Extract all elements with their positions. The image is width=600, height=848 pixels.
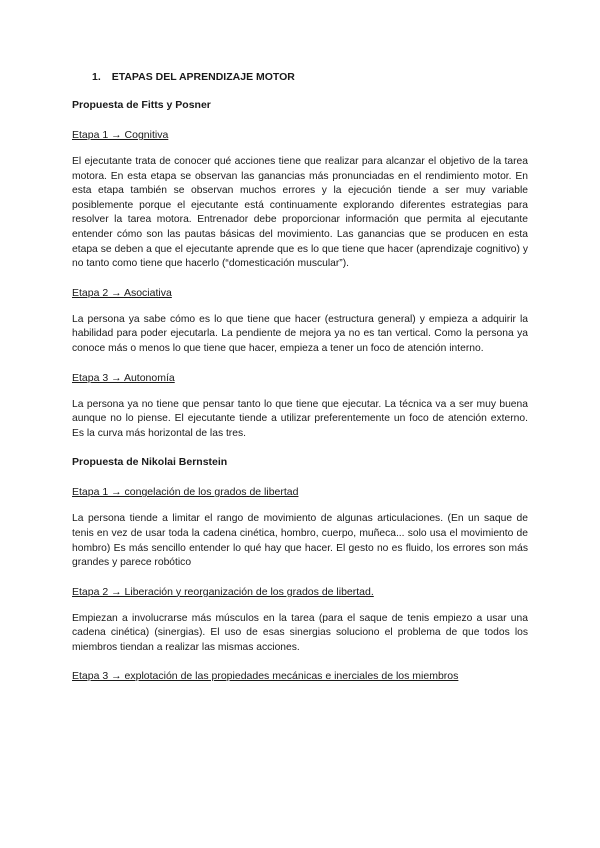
bernstein-stage-1-text: La persona tiende a limitar el rango de movimiento de algunas articulaciones. (En un saque de tenis en vez de usar toda la cadena cinética, hombro, cuerpo, muñeca... solo usa el movimiento de hombro) Es más sencillo entender lo qué hay que hacer. El gesto no es fluido, los errores son más grandes y parece robótico [72,513,528,569]
fitts-stage-2-text: La persona ya sabe cómo es lo que tiene que hacer (estructura general) y empieza a adquirir la habilidad para poder ejecutarla. La pendiente de mejora ya no es tan vertical. Como la persona ya conoce más o menos lo que tiene que hacer, empieza a tener un foco de atención interno. [72,313,528,354]
bernstein-title: Propuesta de Nikolai Bernstein [72,456,228,469]
fitts-stage-2-label: Etapa 2 → Asociativa [72,286,172,299]
section-heading [72,70,528,84]
bernstein-stage-2-text: Empiezan a involucrarse más músculos en la tarea (para el saque de tenis empiezo a usar una cadena cinética) (sinergias). El uso de esas sinergias soluciono el problema de que todos los miembros tiendan a realizar las mismas acciones. [72,612,528,653]
section-number: 1. [92,71,101,83]
bernstein-stage-1-label: Etapa 1 → congelación de los grados de libertad [72,486,299,499]
fitts-stage-1-text: El ejecutante trata de conocer qué acciones tiene que realizar para alcanzar el objetivo de la tarea motora. En esta etapa se observan las ganancias más pronunciadas en el rendimiento motor. En esta etapa también se observan muchos errores y la ejecución tiende a ser muy variable posiblemente porque el ejecutante está continuamente explorando diferentes estrategias para resolver la tarea motora. Entrenador debe proporcionar información que permita al ejecutante entender cómo son las pautas básicas del movimiento. Las ganancias que se producen en esta etapa se deben a que el ejecutante aprende que es lo que tiene que hacer (aprendizaje cognitivo) y no tanto como tiene que hacerlo (“domesticación muscular”). [72,156,528,270]
fitts-stage-3-label: Etapa 3 → Autonomía [72,371,175,384]
fitts-stage-3-text: La persona ya no tiene que pensar tanto lo que tiene que ejecutar. La técnica va a ser muy buena aunque no lo piense. El ejecutante tiende a utilizar preferentemente un foco de atención externo. Es la curva más horizontal de las tres. [72,398,528,439]
bernstein-stage-2-label: Etapa 2 → Liberación y reorganización de los grados de libertad. [72,585,374,598]
bernstein-stage-3-label: Etapa 3 → explotación de las propiedades mecánicas e inerciales de los miembros [72,670,459,683]
fitts-stage-1-label: Etapa 1 → Cognitiva [72,129,169,141]
fitts-posner-title: Propuesta de Fitts y Posner [72,99,211,111]
section-title: ETAPAS DEL APRENDIZAJE MOTOR [111,71,295,83]
